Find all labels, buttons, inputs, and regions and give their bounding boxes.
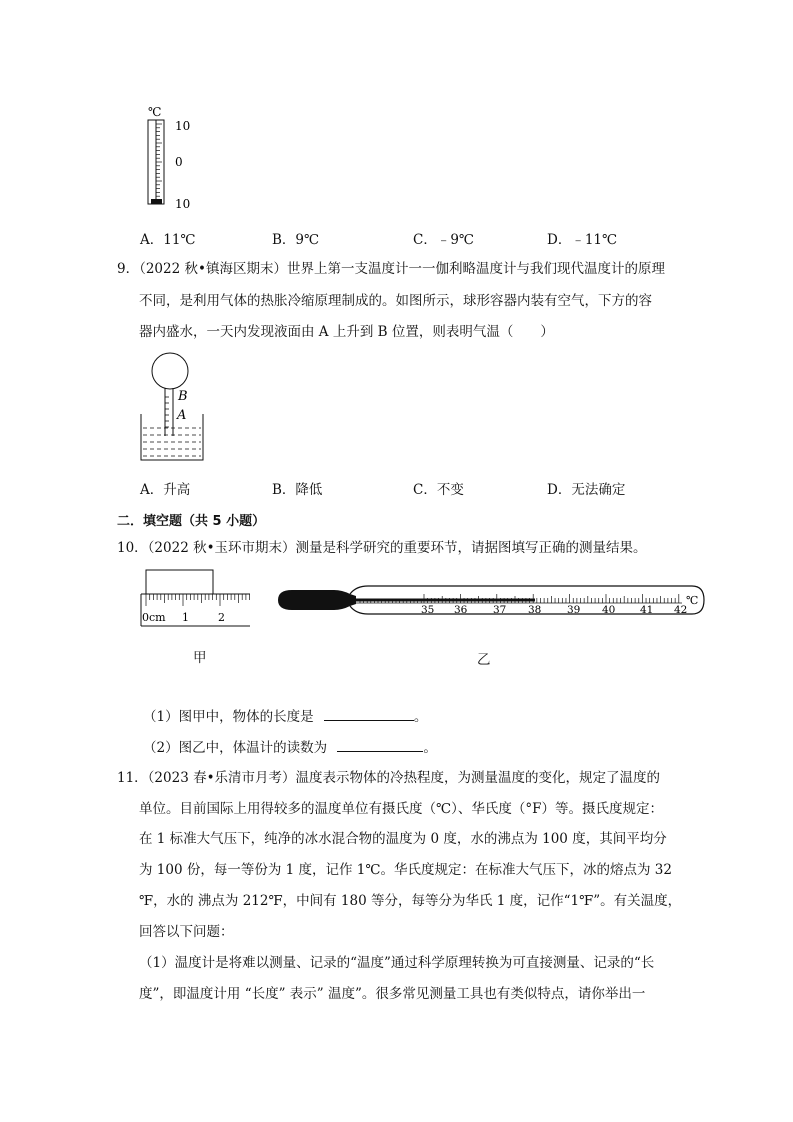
q10-thermo-label-35: 35: [421, 604, 435, 616]
q10-sub-1-period: 。: [413, 709, 428, 725]
q10-caption-jia: 甲: [193, 650, 207, 666]
q10-ruler-label-0: 0cm: [142, 611, 166, 624]
q8-option-d: D．﹣11℃: [547, 232, 618, 248]
q10-thermo-unit: ℃: [686, 594, 699, 607]
q8-tick-label-top: 10: [175, 119, 191, 133]
q10-answer-blank-1[interactable]: [324, 706, 414, 721]
q9-water-container: [141, 414, 203, 460]
q9-stem-line-2: 不同，是利用气体的热胀冷缩原理制成的。如图所示，球形容器内装有空气，下方的容: [139, 293, 652, 309]
q10-ruler-svg: [138, 568, 254, 630]
q8-tick-label-zero: 0: [175, 155, 183, 169]
q10-thermo-label-40: 40: [602, 604, 616, 616]
q10-stem: 10．（2022 秋•玉环市期末）测量是科学研究的重要环节，请据图填写正确的测量结果。: [117, 540, 647, 556]
q10-thermometer-bulb: [278, 590, 356, 610]
q10-sub-2-period: 。: [423, 740, 437, 756]
q9-stem-line-1: 9．（2022 秋•镇海区期末）世界上第一支温度计一一伽利略温度计与我们现代温度计的原理: [117, 261, 665, 277]
q9-label-a: A: [177, 408, 187, 423]
q10-thermo-label-42: 42: [674, 604, 688, 616]
q11-line-6: 回答以下问题：: [139, 924, 234, 940]
q9-bulb: [152, 353, 188, 389]
q11-line-7: （1）温度计是将难以测量、记录的“温度”通过科学原理转换为可直接测量、记录的“长: [139, 955, 655, 971]
q11-line-3: 在 1 标准大气压下，纯净的冰水混合物的温度为 0 度，水的沸点为 100 度，其间平均分: [139, 831, 667, 847]
q10-ruler-ticks: [146, 594, 250, 606]
q9-figure-svg: [136, 352, 212, 464]
q9-tube-ticks: [165, 397, 169, 427]
q10-sub-1-text: （1）图甲中，物体的长度是: [143, 709, 314, 725]
q10-thermo-label-38: 38: [528, 604, 542, 616]
q8-option-a: A．11℃: [140, 232, 196, 248]
q9-stem-line-3: 器内盛水，一天内发现液面由 A 上升到 B 位置，则表明气温（ ）: [139, 324, 554, 340]
q10-ruler-label-1: 1: [182, 611, 189, 624]
q10-thermometer-svg: [272, 580, 712, 620]
q8-tick-label-bottom: 10: [175, 197, 191, 211]
q9-option-a: A．升高: [140, 482, 191, 498]
q9-option-b: B．降低: [272, 482, 323, 498]
q10-sub-1: [143, 706, 427, 727]
q9-option-c: C．不变: [413, 482, 464, 498]
q11-line-8: 度”，即温度计用 “长度” 表示” 温度”。很多常见测量工具也有类似特点，请你举出一: [139, 986, 646, 1002]
q10-answer-blank-2[interactable]: [337, 737, 423, 752]
q11-line-5: ℉，水的 沸点为 212℉，中间有 180 等分，每等分为华氏 1 度，记作“1℉”。有关温度，: [139, 893, 682, 909]
q10-thermo-label-36: 36: [454, 604, 468, 616]
q11-line-1: 11．（2023 春•乐清市月考）温度表示物体的冷热程度，为测量温度的变化，规定了温度的: [117, 770, 661, 786]
q8-option-b: B．9℃: [272, 232, 320, 248]
q10-thermo-label-39: 39: [567, 604, 581, 616]
q9-galileo-thermometer-figure: [136, 352, 212, 464]
q10-sub-2: [143, 737, 437, 758]
q9-water-lines: [143, 428, 201, 456]
q10-ruler-label-2: 2: [218, 611, 225, 624]
q10-caption-yi: 乙: [477, 652, 491, 668]
q8-thermometer-svg: [130, 100, 200, 215]
q10-ruler-figure: [138, 568, 254, 630]
q8-unit-label: ℃: [148, 105, 162, 119]
q9-option-d: D．无法确定: [547, 482, 626, 498]
q9-label-b: B: [178, 389, 188, 404]
q11-line-4: 为 100 份，每一等份为 1 度，记作 1℃。华氏度规定：在标准大气压下，冰的熔点为 32: [139, 862, 672, 878]
q10-thermo-label-41: 41: [640, 604, 654, 616]
q10-clinical-thermometer-figure: [272, 580, 712, 620]
q11-line-2: 单位。目前国际上用得较多的温度单位有摄氏度（℃）、华氏度（°F）等。摄氏度规定：: [139, 801, 663, 817]
q10-sub-2-text: （2）图乙中，体温计的读数为: [143, 740, 328, 756]
q10-thermo-label-37: 37: [493, 604, 507, 616]
q8-thermometer-figure: [130, 100, 200, 215]
q10-object-block: [146, 570, 213, 594]
section-title: 二．填空题（共 5 小题）: [117, 514, 266, 529]
q8-option-c: C．﹣9℃: [413, 232, 475, 248]
